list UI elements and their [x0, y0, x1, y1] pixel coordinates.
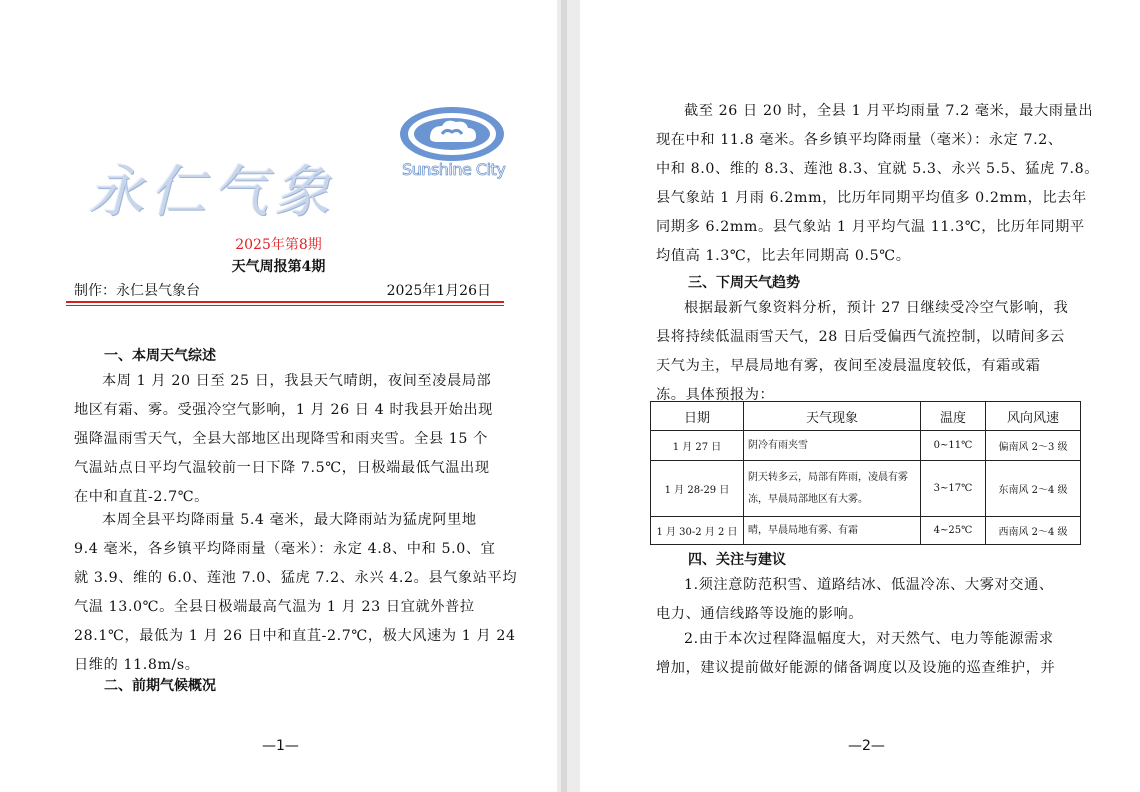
table-cell-wind: 东南风 2～4 级 [986, 461, 1081, 517]
text-line: 就 3.9、维的 6.0、莲池 7.0、猛虎 7.2、永兴 4.2。县气象站平均 [74, 570, 518, 586]
text-line: 1.须注意防范积雪、道路结冰、低温冷冻、大雾对交通、 [684, 577, 1054, 593]
text-line: 电力、通信线路等设施的影响。 [656, 606, 864, 622]
issue-number: 2025年第8期 [235, 237, 322, 253]
text-line: 地区有霜、雾。受强冷空气影响，1 月 26 日 4 时我县开始出现 [74, 402, 493, 418]
table-cell-temp: 0~11℃ [921, 431, 986, 461]
issue-date: 2025年1月26日 [386, 283, 491, 299]
section-heading-3: 三、下周天气趋势 [688, 275, 800, 291]
maker-label: 制作：永仁县气象台 [74, 283, 200, 299]
text-line: 截至 26 日 20 时，全县 1 月平均雨量 7.2 毫米，最大雨量出 [684, 103, 1094, 119]
text-line: 强降温雨雪天气，全县大部地区出现降雪和雨夹雪。全县 15 个 [74, 431, 488, 447]
text-line: 增加，建议提前做好能源的储备调度以及设施的巡查维护，并 [656, 660, 1056, 676]
table-header-row [651, 402, 1081, 431]
page-gutter[interactable] [557, 0, 580, 792]
table-cell-date: 1 月 28-29 日 [651, 461, 744, 517]
section1-paragraph-2 [74, 506, 518, 680]
table-header-weather: 天气现象 [744, 402, 921, 431]
table-row [651, 461, 1081, 517]
section-heading-2: 二、前期气候概况 [104, 678, 216, 694]
page2-paragraph-1 [656, 97, 1100, 271]
header-divider-thin [66, 305, 504, 306]
table-cell-date: 1 月 30-2 月 2 日 [651, 517, 744, 545]
header-divider [66, 301, 504, 303]
page-1 [0, 0, 557, 792]
page2-paragraph-4 [656, 625, 1080, 683]
page-number-1: —1— [262, 738, 299, 754]
table-cell-wind: 西南风 2～4 级 [986, 517, 1081, 545]
text-line: 2.由于本次过程降温幅度大，对天然气、电力等能源需求 [684, 631, 1054, 647]
section-heading-4: 四、关注与建议 [688, 552, 786, 568]
table-cell-weather: 阴冷有雨夹雪 [744, 431, 921, 461]
masthead-title: 永仁气象 [88, 160, 336, 225]
table-cell-weather: 阴天转多云，局部有阵雨，凌晨有雾冻，早晨局部地区有大雾。 [744, 461, 921, 517]
text-line: 冻。具体预报为： [656, 387, 775, 403]
section-heading-1: 一、本周天气综述 [104, 348, 216, 364]
table-cell-wind: 偏南风 2～3 级 [986, 431, 1081, 461]
text-line: 9.4 毫米，各乡镇平均降雨量（毫米）：永定 4.8、中和 5.0、宜 [74, 541, 496, 557]
text-line: 气温 13.0℃。全县日极端最高气温为 1 月 23 日宜就外普拉 [74, 599, 475, 615]
text-line: 天气为主，早晨局地有雾，夜间至凌晨温度较低，有霜或霜 [656, 358, 1041, 374]
section1-paragraph-1 [74, 367, 496, 512]
forecast-table [650, 401, 1081, 545]
table-header-temp: 温度 [921, 402, 986, 431]
table-header-date: 日期 [651, 402, 744, 431]
text-line: 气温站点日平均气温较前一日下降 7.5℃，日极端最低气温出现 [74, 460, 490, 476]
table-cell-weather: 晴，早晨局地有雾、有霜 [744, 517, 921, 545]
page2-paragraph-2 [656, 294, 1080, 410]
text-line: 本周全县平均降雨量 5.4 毫米，最大降雨站为猛虎阿里地 [102, 512, 477, 528]
text-line: 中和 8.0、维的 8.3、莲池 8.3、宜就 5.3、永兴 5.5、猛虎 7.8。 [656, 161, 1100, 177]
logo-text: Sunshine City [402, 160, 506, 179]
text-line: 县将持续低温雨雪天气，28 日后受偏西气流控制，以晴间多云 [656, 329, 1065, 345]
text-line: 同期多 6.2mm。县气象站 1 月平均气温 11.3℃，比历年同期平 [656, 219, 1085, 235]
gutter-shade [561, 0, 567, 792]
table-cell-date: 1 月 27 日 [651, 431, 744, 461]
table-row [651, 431, 1081, 461]
text-line: 本周 1 月 20 日至 25 日，我县天气晴朗，夜间至凌晨局部 [102, 373, 492, 389]
table-cell-temp: 4~25℃ [921, 517, 986, 545]
text-line: 28.1℃，最低为 1 月 26 日中和直苴-2.7℃，极大风速为 1 月 24 [74, 628, 516, 644]
text-line: 县气象站 1 月雨 6.2mm，比历年同期平均值多 0.2mm，比去年 [656, 190, 1087, 206]
table-cell-temp: 3~17℃ [921, 461, 986, 517]
text-line: 在中和直苴-2.7℃。 [74, 489, 209, 505]
text-line: 根据最新气象资料分析，预计 27 日继续受冷空气影响，我 [684, 300, 1069, 316]
page2-paragraph-3 [656, 571, 1080, 629]
text-line: 均值高 1.3℃，比去年同期高 0.5℃。 [656, 248, 911, 264]
text-line: 日维的 11.8m/s。 [74, 657, 200, 673]
table-header-wind: 风向风速 [986, 402, 1081, 431]
page-number-2: —2— [848, 738, 885, 754]
report-subtitle: 天气周报第4期 [231, 259, 326, 275]
text-line: 现在中和 11.8 毫米。各乡镇平均降雨量（毫米）：永定 7.2、 [656, 132, 1063, 148]
table-row [651, 517, 1081, 545]
